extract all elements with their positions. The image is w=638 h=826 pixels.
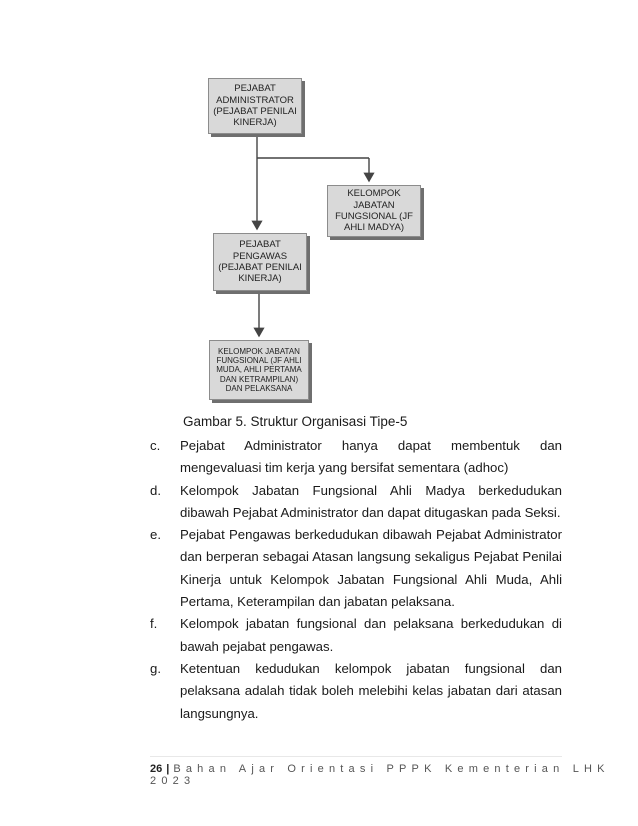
list-item xyxy=(150,480,562,525)
box-kelompok-jf-ahli-madya xyxy=(327,185,421,237)
box-line: MUDA, AHLI PERTAMA xyxy=(216,365,302,375)
footer-divider xyxy=(150,756,562,757)
box-line: KELOMPOK JABATAN xyxy=(218,347,300,357)
box-line: DAN KETRAMPILAN) xyxy=(219,374,299,384)
list-text: Kelompok Jabatan Fungsional Ahli Madya berkedudukan dibawah Pejabat Administrator dan dapat ditugaskan pada Seksi. xyxy=(180,482,562,520)
org-structure-diagram xyxy=(0,0,638,410)
box-line: KELOMPOK xyxy=(347,188,401,200)
list-marker: g. xyxy=(150,660,161,676)
list-item xyxy=(150,658,562,725)
box-kelompok-jf-dan-pelaksana xyxy=(209,340,309,400)
connector-lines xyxy=(0,0,638,410)
list-item xyxy=(150,524,562,613)
box-line: (PEJABAT PENILAI xyxy=(213,106,297,117)
footer-title: Bahan Ajar Orientasi PPPK Kementerian LHK 2023 xyxy=(150,763,610,787)
list-text: Pejabat Administrator hanya dapat membentuk dan mengevaluasi tim kerja yang bersifat sementara (adhoc) xyxy=(180,438,562,476)
list-text: Pejabat Pengawas berkedudukan dibawah Pejabat Administrator dan berperan sebagai Atasan langsung sekaligus Pejabat Penilai Kinerja untuk Kelompok Jabatan Fungsional Ahli Muda, Ahli Pertama, Keterampilan dan jabatan pelaksana. xyxy=(180,527,562,610)
page-footer xyxy=(150,763,638,787)
box-line: AHLI MADYA) xyxy=(343,222,404,234)
box-line: KINERJA) xyxy=(238,273,282,285)
box-line: ADMINISTRATOR xyxy=(216,94,294,106)
box-line: (PEJABAT PENILAI xyxy=(218,262,302,273)
list-marker: c. xyxy=(150,438,161,453)
box-line: PENGAWAS xyxy=(232,250,288,262)
list-text: Ketentuan kedudukan kelompok jabatan fungsional dan pelaksana adalah tidak boleh melebihi kelas jabatan dari atasan langsungnya. xyxy=(180,660,562,721)
box-line: PEJABAT xyxy=(239,239,281,251)
box-line: PEJABAT xyxy=(234,83,276,95)
list-marker: f. xyxy=(150,616,158,632)
list-item xyxy=(150,613,562,658)
footer-separator: | xyxy=(166,763,170,775)
box-pejabat-pengawas xyxy=(213,233,307,291)
box-line: FUNGSIONAL (JF AHLI xyxy=(216,356,302,366)
list-marker: e. xyxy=(150,527,161,543)
box-line: DAN PELAKSANA xyxy=(225,383,293,393)
page-number: 26 xyxy=(150,763,163,775)
box-line: FUNGSIONAL (JF xyxy=(335,211,413,222)
figure-caption: Gambar 5. Struktur Organisasi Tipe-5 xyxy=(183,414,408,429)
points-list xyxy=(150,435,562,725)
list-item xyxy=(150,435,562,480)
box-line: KINERJA) xyxy=(233,117,277,129)
list-text: Kelompok jabatan fungsional dan pelaksana berkedudukan di bawah pejabat pengawas. xyxy=(180,616,562,654)
box-line: JABATAN xyxy=(353,199,395,211)
box-pejabat-administrator xyxy=(208,78,302,134)
list-marker: d. xyxy=(150,482,161,498)
